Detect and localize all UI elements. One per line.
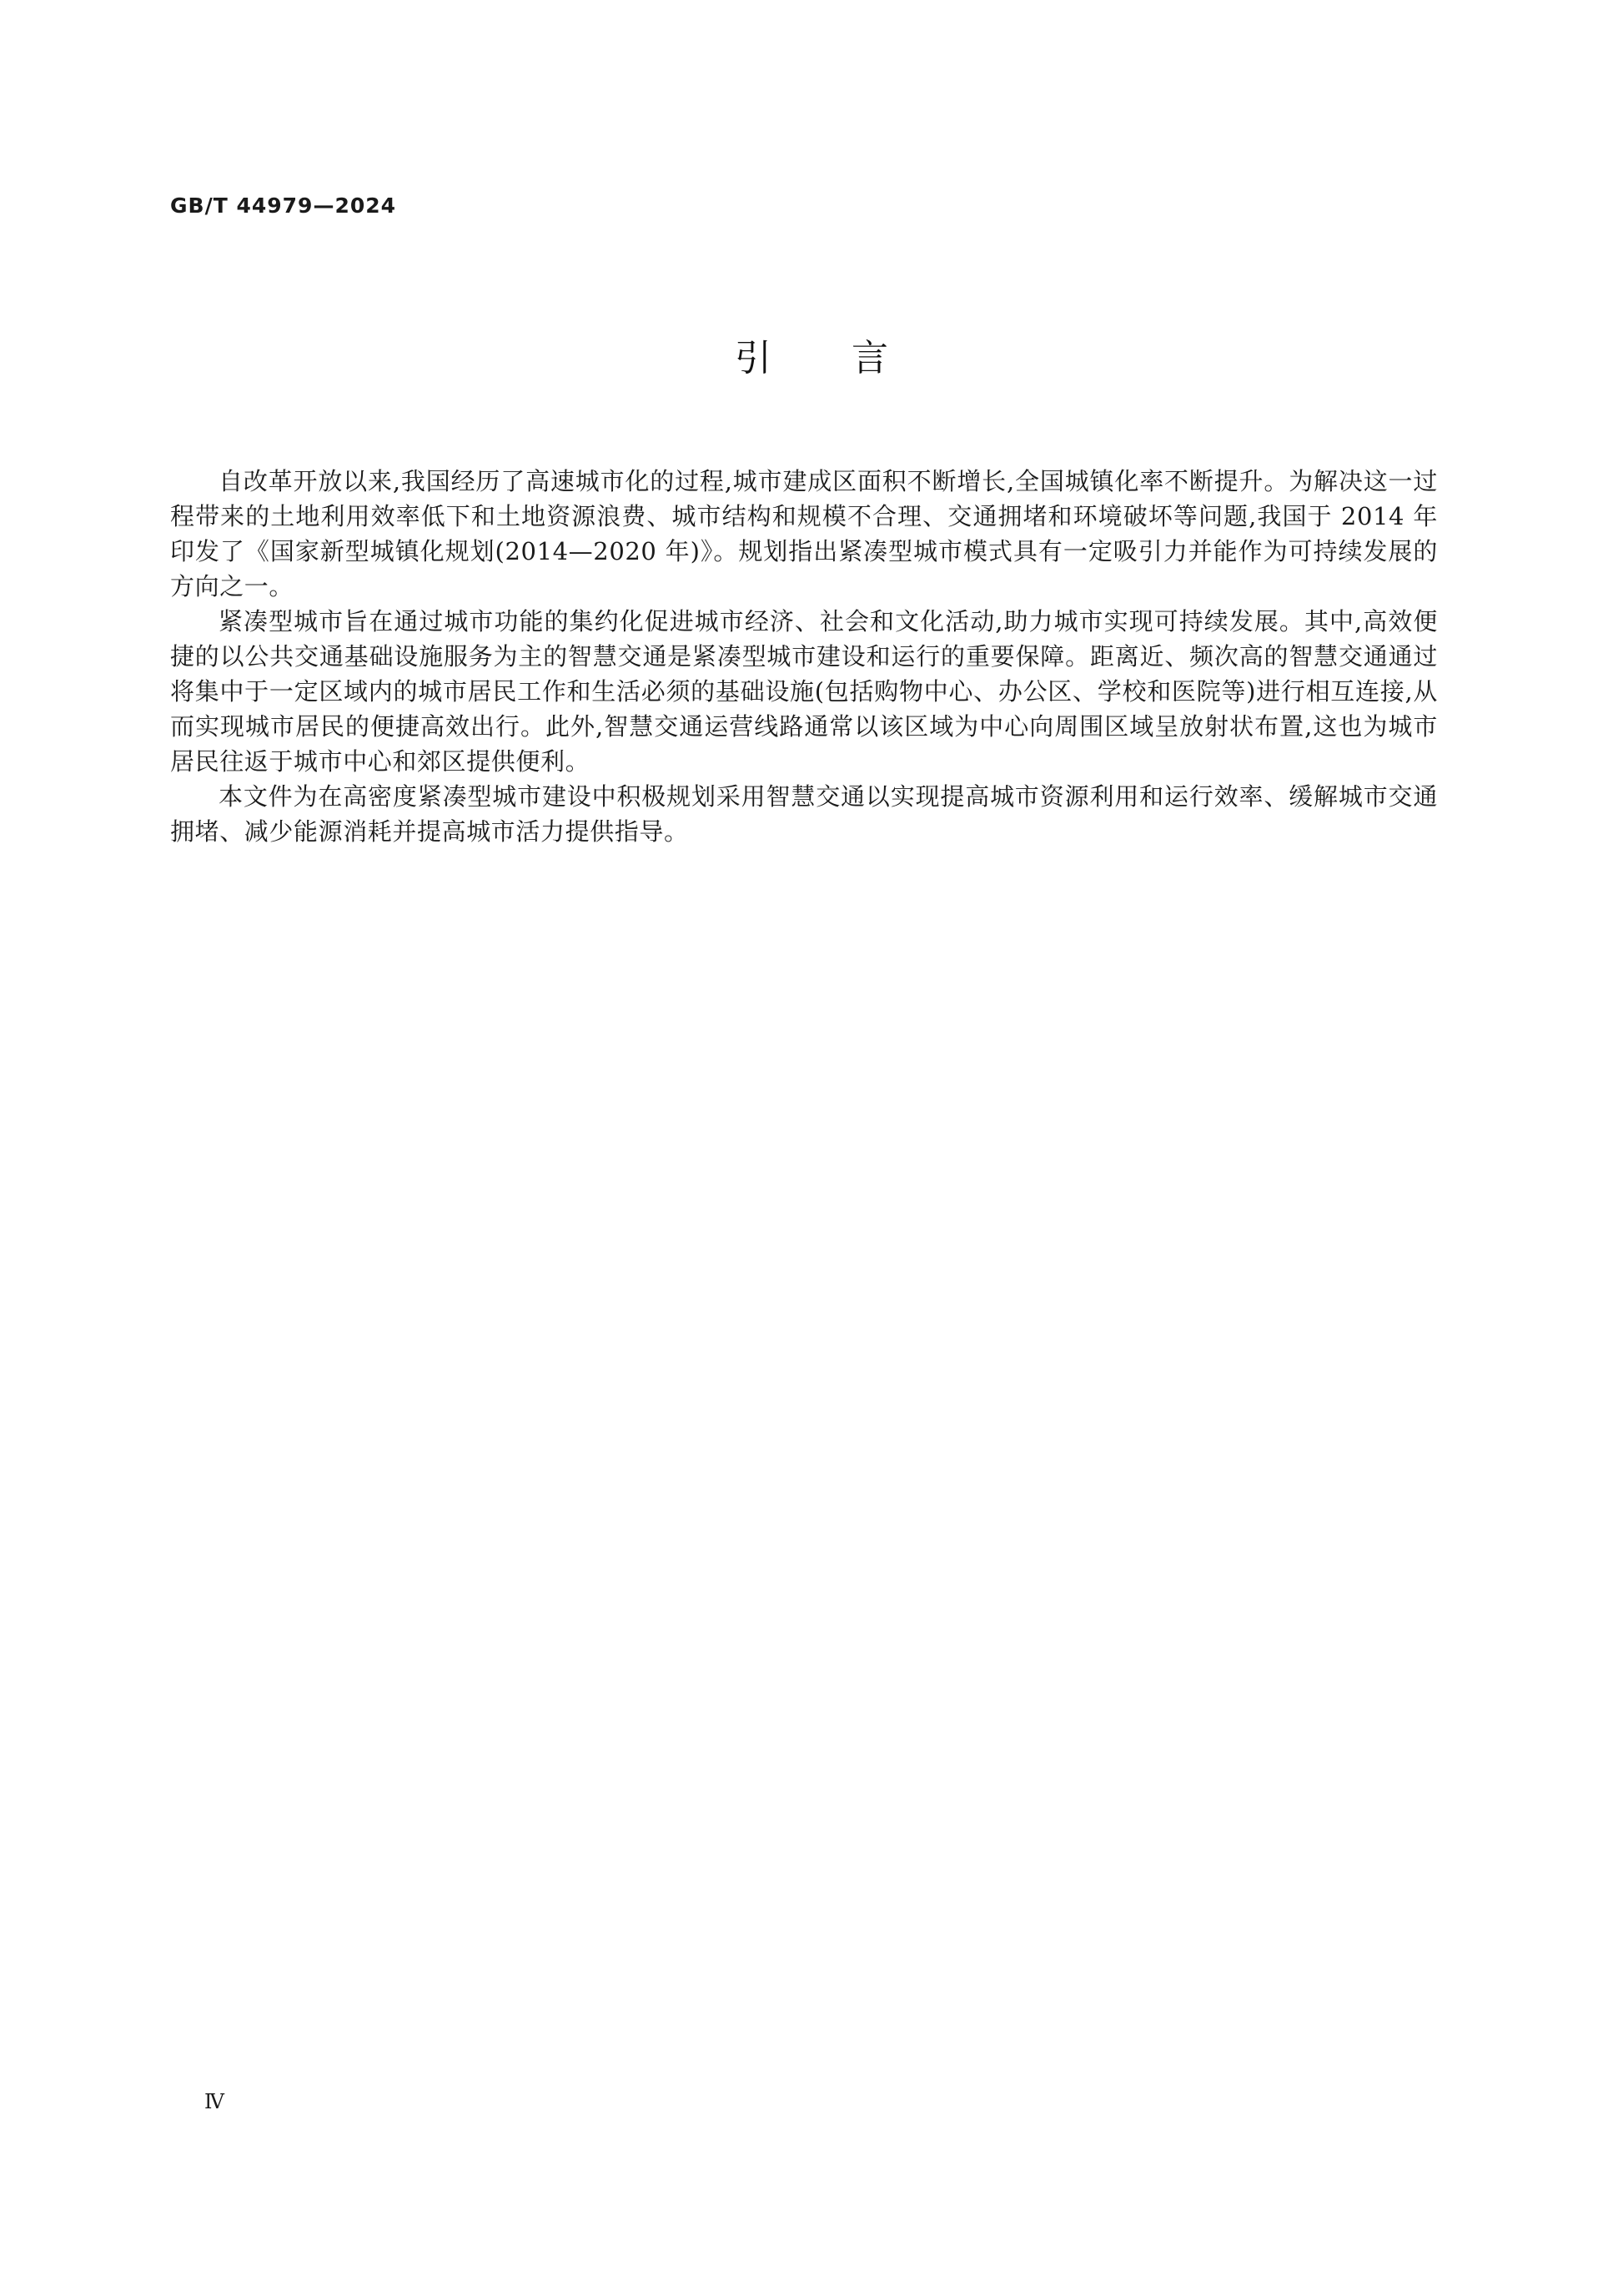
paragraph-2: 紧凑型城市旨在通过城市功能的集约化促进城市经济、社会和文化活动,助力城市实现可持续发展。其中,高效便捷的以公共交通基础设施服务为主的智慧交通是紧凑型城市建设和运行的重要保障。距离近、频次高的智慧交通通过将集中于一定区域内的城市居民工作和生活必须的基础设施(包括购物中心、办公区、学校和医院等)进行相互连接,从而实现城市居民的便捷高效出行。此外,智慧交通运营线路通常以该区域为中心向周围区域呈放射状布置,这也为城市居民往返于城市中心和郊区提供便利。 [170,607,1438,776]
standard-number: GB/T 44979—2024 [170,193,397,218]
paragraph-1: 自改革开放以来,我国经历了高速城市化的过程,城市建成区面积不断增长,全国城镇化率不断提升。为解决这一过程带来的土地利用效率低下和土地资源浪费、城市结构和规模不合理、交通拥堵和环境破坏等问题,我国于 2014 年印发了《国家新型城镇化规划(2014—2020 年)》。规划指出紧凑型城市模式具有一定吸引力并能作为可持续发展的方向之一。 [170,467,1438,600]
paragraph-3: 本文件为在高密度紧凑型城市建设中积极规划采用智慧交通以实现提高城市资源利用和运行效率、缓解城市交通拥堵、减少能源消耗并提高城市活力提供指导。 [170,782,1438,846]
body-text [170,464,1438,849]
page-number: Ⅳ [204,2090,224,2113]
section-title: 引言 [735,337,968,379]
